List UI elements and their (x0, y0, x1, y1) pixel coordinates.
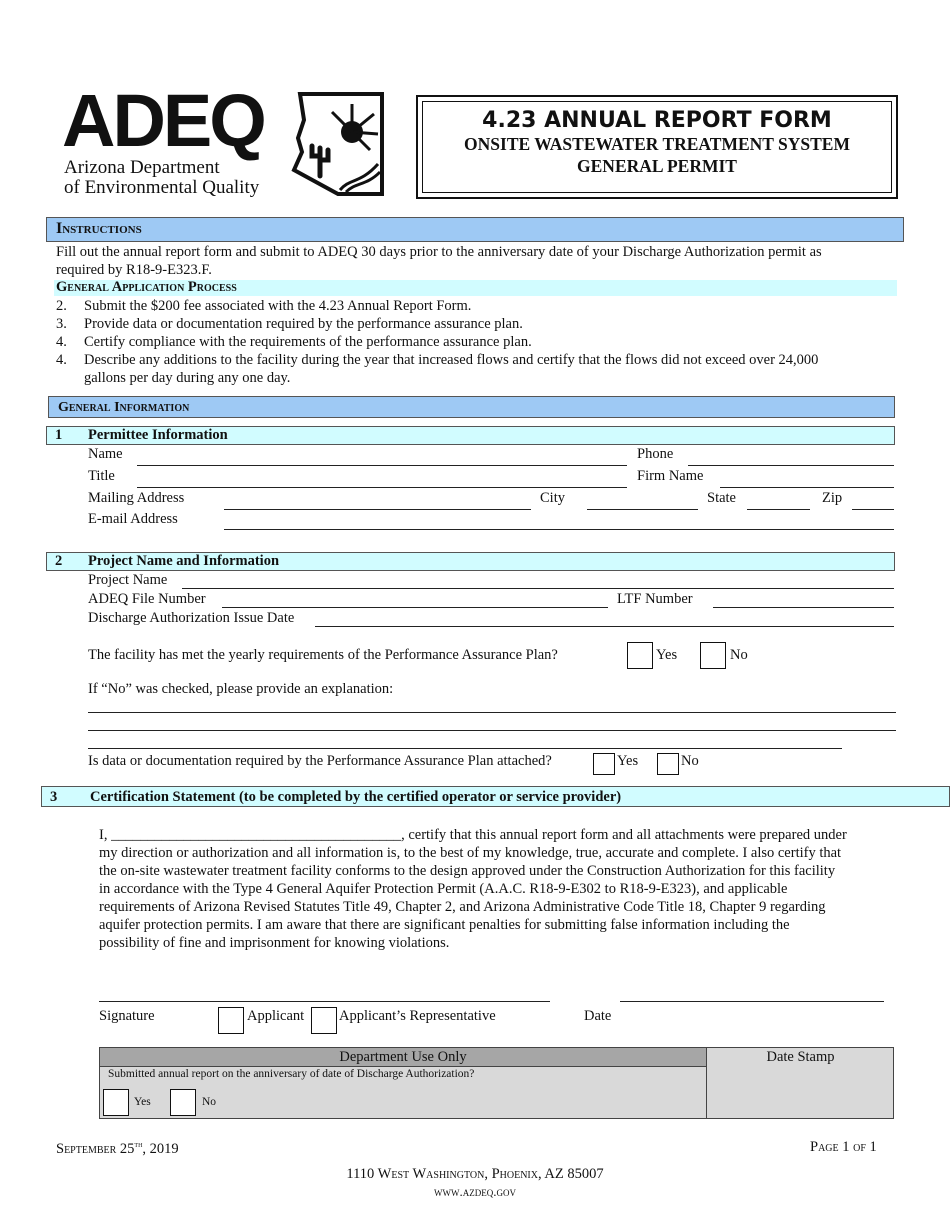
signature-label: Signature (99, 1008, 155, 1024)
department-use-box (99, 1047, 894, 1119)
dept-no-label: No (202, 1096, 217, 1108)
certification-line: aquifer protection permits. I am aware that there are significant penalties for submitting false information including the (99, 917, 790, 933)
project-name-field[interactable] (182, 588, 894, 589)
department-question: Submitted annual report on the anniversary of date of Discharge Authorization? (108, 1068, 475, 1080)
section1-number: 1 (55, 427, 63, 443)
pap-no-label: No (730, 647, 748, 663)
process-item-text-cont: gallons per day during any one day. (84, 370, 291, 386)
certification-line: possibility of fine and imprisonment for knowing violations. (99, 935, 450, 951)
date-field[interactable] (620, 1001, 884, 1002)
certification-line: I, ________________________________________, certify that this annual report form and all attachments were prepared under (99, 827, 847, 843)
explain-label: If “No” was checked, please provide an explanation: (88, 681, 394, 697)
section2-number: 2 (55, 553, 63, 569)
representative-label: Applicant’s Representative (339, 1008, 496, 1024)
attached-no-label: No (681, 753, 699, 769)
instructions-bar (46, 217, 904, 242)
process-item-text: Submit the $200 fee associated with the 4.23 Annual Report Form. (84, 298, 472, 314)
dept-no-checkbox[interactable] (170, 1089, 196, 1116)
city-label: City (540, 490, 565, 506)
date-label: Date (584, 1008, 612, 1024)
process-item-num: 3. (56, 316, 67, 332)
explanation-line-1[interactable] (88, 712, 896, 713)
state-field[interactable] (747, 509, 810, 510)
form-title: 4.23 ANNUAL REPORT FORM (482, 108, 832, 133)
section3-number: 3 (50, 789, 58, 805)
certification-line: the on-site wastewater treatment facility conforms to the design approved under the Construction Authorization for this facility (99, 863, 836, 879)
pap-no-checkbox[interactable] (700, 642, 726, 669)
section2-title: Project Name and Information (88, 553, 280, 569)
dept-yes-label: Yes (134, 1096, 151, 1108)
email-field[interactable] (224, 529, 894, 530)
footer-date-suffix: , 2019 (142, 1140, 179, 1157)
process-item-num: 4. (56, 334, 67, 350)
project-name-label: Project Name (88, 572, 168, 588)
arizona-state-icon (290, 90, 386, 198)
instructions-text-1: Fill out the annual report form and submit to ADEQ 30 days prior to the anniversary date of your Discharge Authorization permit as (56, 244, 822, 260)
attached-question: Is data or documentation required by the Performance Assurance Plan attached? (88, 753, 552, 769)
pap-yes-checkbox[interactable] (627, 642, 653, 669)
logo-line2: of Environmental Quality (64, 177, 260, 198)
title-box (416, 95, 898, 199)
footer-date (56, 1139, 179, 1158)
explanation-line-2[interactable] (88, 730, 896, 731)
footer-page: Page 1 of 1 (810, 1139, 877, 1155)
title-field[interactable] (137, 487, 627, 488)
process-item-num: 4. (56, 352, 67, 368)
representative-checkbox[interactable] (311, 1007, 337, 1034)
name-label: Name (88, 446, 123, 462)
file-number-field[interactable] (222, 607, 608, 608)
section3-title: Certification Statement (to be completed by the certified operator or service provider) (90, 789, 622, 805)
dept-yes-checkbox[interactable] (103, 1089, 129, 1116)
section1-title: Permittee Information (88, 427, 228, 443)
general-info-heading: General Information (58, 400, 190, 415)
ltf-number-field[interactable] (713, 607, 894, 608)
attached-no-checkbox[interactable] (657, 753, 679, 775)
instructions-heading: Instructions (56, 220, 142, 237)
mailing-address-field[interactable] (224, 509, 531, 510)
adeq-logo: ADEQ (62, 79, 264, 162)
logo-line1: Arizona Department (64, 157, 220, 178)
footer-date-prefix: September 25 (56, 1140, 135, 1157)
zip-label: Zip (822, 490, 843, 506)
file-number-label: ADEQ File Number (88, 591, 206, 607)
form-subtitle-1: ONSITE WASTEWATER TREATMENT SYSTEM (464, 134, 850, 154)
signature-field[interactable] (99, 1001, 550, 1002)
applicant-checkbox[interactable] (218, 1007, 244, 1034)
phone-field[interactable] (688, 465, 894, 466)
footer-website[interactable]: www.azdeq.gov (434, 1184, 516, 1199)
form-subtitle-2: GENERAL PERMIT (577, 156, 737, 176)
zip-field[interactable] (852, 509, 894, 510)
phone-label: Phone (637, 446, 674, 462)
department-use-heading: Department Use Only (100, 1048, 706, 1067)
process-item-text: Provide data or documentation required by the performance assurance plan. (84, 316, 523, 332)
email-label: E-mail Address (88, 511, 178, 527)
ltf-number-label: LTF Number (617, 591, 693, 607)
applicant-label: Applicant (247, 1008, 305, 1024)
process-heading: General Application Process (56, 279, 237, 295)
certification-line: my direction or authorization and all information is, to the best of my knowledge, true, accurate and complete. I also certify that (99, 845, 842, 861)
date-stamp-area (706, 1048, 894, 1118)
explanation-line-3[interactable] (88, 748, 842, 749)
attached-yes-label: Yes (617, 753, 639, 769)
footer-date-sup: th (134, 1139, 143, 1149)
certification-line: in accordance with the Type 4 General Aquifer Protection Permit (A.A.C. R18-9-E302 to R18-9-E323), and applicable (99, 881, 788, 897)
name-field[interactable] (137, 465, 627, 466)
attached-yes-checkbox[interactable] (593, 753, 615, 775)
process-item-text: Certify compliance with the requirements of the performance assurance plan. (84, 334, 532, 350)
footer-address: 1110 West Washington, Phoenix, AZ 85007 (346, 1166, 604, 1182)
pap-yes-label: Yes (656, 647, 678, 663)
pap-question: The facility has met the yearly requirements of the Performance Assurance Plan? (88, 647, 558, 663)
certification-line: requirements of Arizona Revised Statutes Title 49, Chapter 2, and Arizona Administrative Code Title 18, Chapter 9 regarding (99, 899, 826, 915)
firm-name-field[interactable] (720, 487, 894, 488)
mailing-address-label: Mailing Address (88, 490, 185, 506)
title-label: Title (88, 468, 115, 484)
city-field[interactable] (587, 509, 698, 510)
process-item-text: Describe any additions to the facility during the year that increased flows and certify that the flows did not exceed over 24,000 (84, 352, 819, 368)
instructions-text-2: required by R18-9-E323.F. (56, 262, 212, 278)
date-stamp-label: Date Stamp (766, 1049, 835, 1065)
firm-name-label: Firm Name (637, 468, 704, 484)
process-item-num: 2. (56, 298, 67, 314)
issue-date-label: Discharge Authorization Issue Date (88, 610, 295, 626)
issue-date-field[interactable] (315, 626, 894, 627)
state-label: State (707, 490, 736, 506)
